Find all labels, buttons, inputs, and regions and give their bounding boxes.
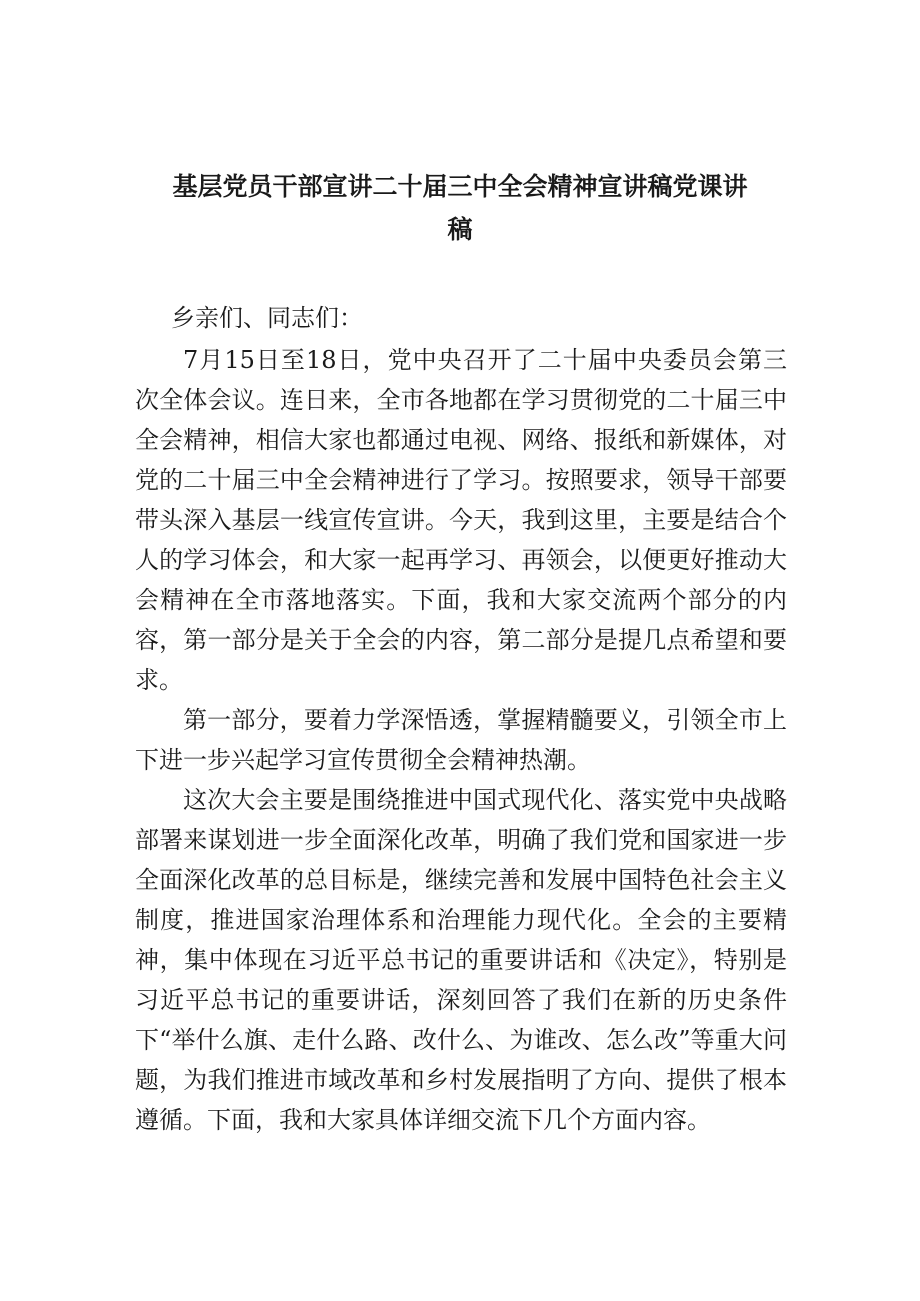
title-line-2: 稿 <box>447 215 473 244</box>
paragraph-1: 7月15日至18日，党中央召开了二十届中央委员会第三次全体会议。连日来，全市各地都在学习贯彻党的二十届三中全会精神，相信大家也都通过电视、网络、报纸和新媒体，对党的二十届三中全会精神进行了学习。按照要求，领导干部要带头深入基层一线宣传宣讲。今天，我到这里，主要是结合个人的学习体会，和大家一起再学习、再领会，以便更好推动大会精神在全市落地落实。下面，我和大家交流两个部分的内容，第一部分是关于全会的内容，第二部分是提几点希望和要求。 <box>135 346 787 694</box>
document-title <box>135 165 785 251</box>
paragraph-3: 这次大会主要是围绕推进中国式现代化、落实党中央战略部署来谋划进一步全面深化改革，明确了我们党和国家进一步全面深化改革的总目标是，继续完善和发展中国特色社会主义制度，推进国家治理体系和治理能力现代化。全会的主要精神，集中体现在习近平总书记的重要讲话和《决定》，特别是习近平总书记的重要讲话，深刻回答了我们在新的历史条件下“举什么旗、走什么路、改什么、为谁改、怎么改”等重大问题，为我们推进市域改革和乡村发展指明了方向、提供了根本遵循。下面，我和大家具体详细交流下几个方面内容。 <box>135 786 787 1134</box>
document-body <box>135 298 787 1140</box>
salutation: 乡亲们、同志们： <box>171 304 363 332</box>
paragraph-2: 第一部分，要着力学深悟透，掌握精髓要义，引领全市上下进一步兴起学习宣传贯彻全会精神热潮。 <box>135 706 787 774</box>
title-line-1: 基层党员干部宣讲二十届三中全会精神宣讲稿党课讲 <box>172 172 748 201</box>
